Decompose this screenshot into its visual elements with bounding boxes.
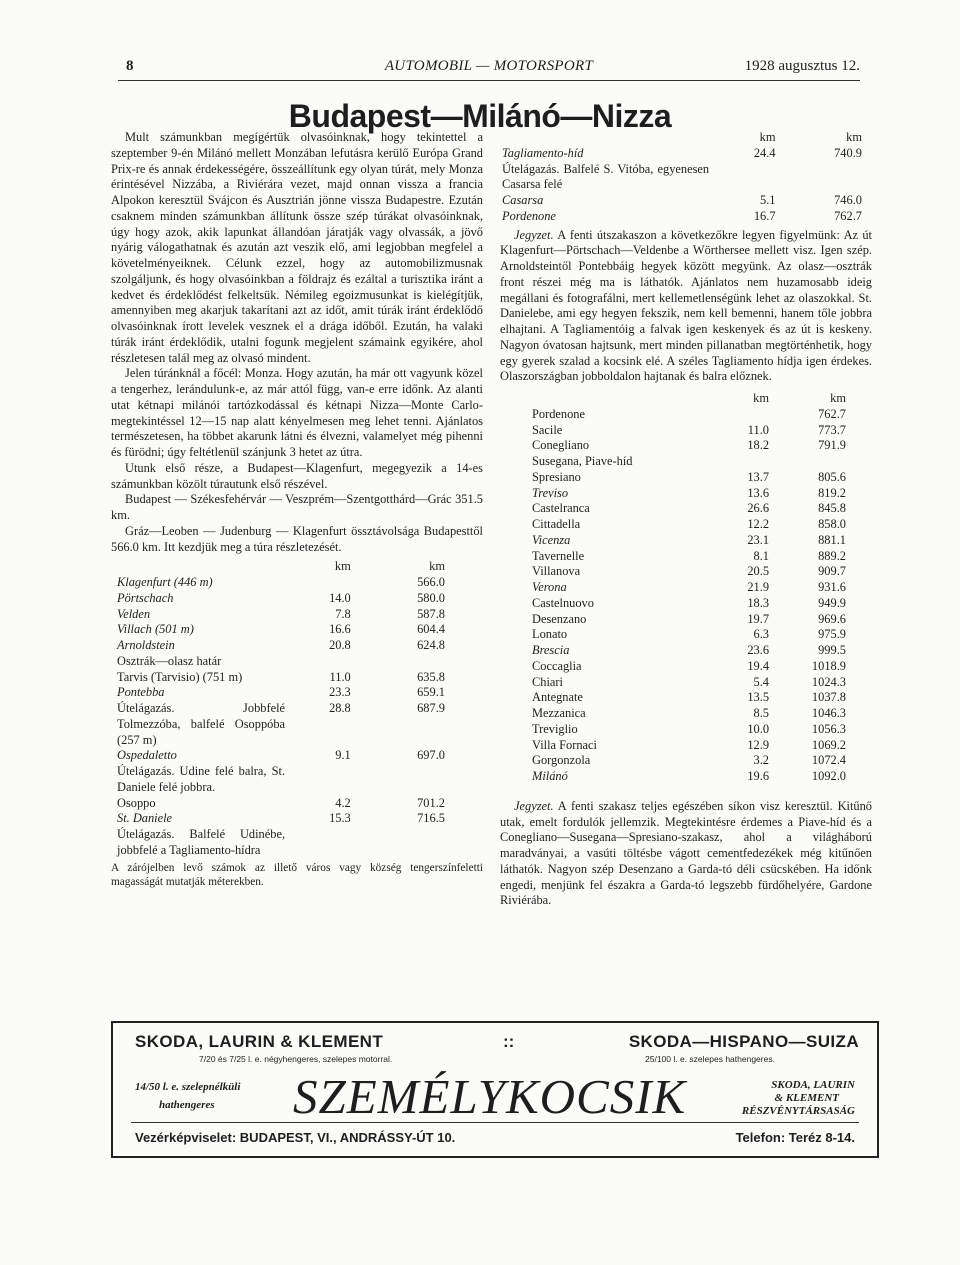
cell-km: 8.5 [753, 706, 770, 720]
cell-km: 8.1 [753, 548, 770, 563]
cell-place: Pontebba [117, 685, 165, 700]
cell-place: Treviglio [532, 721, 578, 736]
cell-total: 697.0 [417, 748, 445, 763]
cell-km: 5.1 [760, 193, 776, 207]
cell-place: Gorgonzola [532, 753, 591, 768]
cell-total: 566.0 [417, 575, 445, 589]
cell-place: Coccaglia [532, 658, 582, 673]
cell-place: Sacile [532, 422, 563, 437]
cell-km [285, 575, 357, 591]
table-row [530, 564, 852, 580]
cell-place: Antegnate [532, 690, 583, 705]
ad-company-2: & KLEMENT [774, 1092, 839, 1104]
table-row [530, 580, 852, 596]
cell-km: 11.0 [747, 422, 770, 437]
cell-place: Vicenza [532, 532, 571, 547]
table-row [530, 438, 852, 454]
cell-total: 773.7 [818, 422, 846, 437]
paragraph: Budapest — Székesfehérvár — Veszprém—Szentgotthárd—Grác 351.5 km. [111, 492, 483, 522]
table-header-row [500, 130, 868, 146]
table-row [530, 596, 852, 612]
footnote: A zárójelben levő számok az illető város vagy község tengerszínfeletti magasságát mutatják méterekben. [111, 861, 483, 888]
cell-total [357, 764, 451, 796]
cell-km [709, 162, 781, 194]
table-header-row [530, 391, 852, 407]
cell-km: 28.8 [329, 701, 351, 715]
cell-place: Útelágazás. Balfelé S. Vitóba, egyenesen Casarsa felé [502, 161, 710, 192]
ad-brand-2: SKODA—HISPANO—SUIZA [628, 1032, 859, 1051]
cell-total: 845.8 [818, 501, 846, 516]
cell-total: 716.5 [417, 811, 445, 826]
table-row [115, 827, 451, 859]
ad-headline: SZEMÉLYKOCSIK [293, 1069, 687, 1124]
route-table-3 [530, 391, 852, 785]
cell-place: Útelágazás. Balfelé Udinébe, jobbfelé a Tagliamento-hídra [117, 827, 286, 857]
table-row [530, 533, 852, 549]
table-row [115, 764, 451, 796]
cell-place: St. Daniele [117, 811, 173, 826]
km-header: km [334, 559, 351, 574]
cell-place: Treviso [532, 485, 569, 500]
cell-total [775, 454, 852, 470]
cell-place: Desenzano [532, 611, 587, 626]
cell-km: 14.0 [329, 590, 351, 605]
cell-km: 9.1 [335, 748, 351, 763]
route-table-1 [115, 559, 451, 858]
table-row [530, 517, 852, 533]
cell-km: 13.7 [747, 469, 770, 484]
table-row [530, 627, 852, 643]
cell-place: Brescia [532, 643, 570, 657]
cell-total: 1046.3 [811, 706, 846, 720]
article-title: Budapest—Milánó—Nizza [288, 98, 672, 134]
cell-total: 975.9 [818, 627, 846, 642]
ad-address: Vezérképviselet: BUDAPEST, VI., ANDRÁSSY-ÚT 10. [135, 1130, 456, 1145]
cell-place: Susegana, Piave-híd [532, 454, 633, 468]
table-row [530, 706, 852, 722]
km-header: km [759, 130, 776, 144]
table-row [500, 193, 868, 209]
cell-place: Spresiano [532, 469, 581, 484]
cell-place: Osoppo [117, 795, 156, 810]
cell-total: 819.2 [818, 485, 846, 500]
table-row [115, 638, 451, 654]
cell-place: Tavernelle [532, 548, 585, 563]
table-row [530, 470, 852, 486]
cell-place: Conegliano [532, 438, 590, 453]
page-number: 8 [126, 58, 134, 74]
cell-total: 931.6 [818, 580, 846, 594]
cell-place: Villa Fornaci [532, 737, 597, 752]
cell-place: Chiari [532, 674, 563, 689]
cell-km: 23.6 [747, 643, 770, 657]
cell-km: 10.0 [747, 721, 770, 736]
note-1 [500, 228, 872, 386]
cell-place: Pordenone [502, 208, 556, 223]
cell-km: 23.1 [747, 532, 770, 547]
ad-company-1: SKODA, LAURIN [771, 1079, 855, 1091]
cell-total [357, 827, 451, 859]
table-row [115, 748, 451, 764]
cell-place: Mezzanica [532, 706, 586, 720]
cell-place: Tarvis (Tarvisio) (751 m) [117, 669, 243, 684]
cell-km: 23.3 [329, 685, 351, 700]
total-header: km [429, 559, 445, 574]
table-row [530, 769, 852, 785]
route-table-2 [500, 130, 868, 225]
cell-km: 20.5 [747, 564, 770, 579]
cell-total: 762.7 [834, 208, 862, 223]
issue-date: 1928 augusztus 12. [744, 58, 860, 74]
cell-place: Tagliamento-híd [502, 145, 584, 160]
cell-total: 635.8 [417, 669, 445, 684]
cell-km: 5.4 [753, 674, 770, 689]
ad-phone: Telefon: Teréz 8-14. [735, 1130, 855, 1145]
cell-total: 1018.9 [811, 658, 846, 673]
ad-separator: :: [503, 1032, 515, 1051]
cell-km: 18.2 [747, 438, 770, 453]
right-column [500, 130, 872, 909]
cell-total: 580.0 [417, 590, 445, 605]
cell-total: 701.2 [417, 795, 445, 810]
table-row [500, 209, 868, 225]
route-table-3-body [530, 407, 852, 785]
cell-km: 21.9 [747, 580, 770, 594]
cell-km: 16.6 [329, 622, 351, 637]
table-row [530, 675, 852, 691]
km-header: km [753, 391, 770, 405]
note-text: A fenti útszakaszon a következőkre legyen figyelmünk: Az út Klagenfurt—Pörtschach—Veldenbe a Wörthersee mellett visz. Igen szép. Arnoldsteintől Pontebbáig hegyek között megyünk. Az olasz—osztrák front részei még ma is láthatók. Ajánlatos nem huzamosabb ideig megállani és fotografálni, mert kellemetlenségünk lehet az olaszokkal. St. Danielebe, ami egy hegyen fekszik, nem kell bemenni, hanem tőle jobbra elhajtani. A Tagliamentóig a falvak igen keskenyek és az út is keskeny. Nagyon óvatosan hajtsunk, mert minden pillanatban megtörténhetik, hogy egy gyerek szalad a kocsink elé. A széles Tagliamento hídja igen érdekes. Olaszországban jobboldalon hajtanak és balra előznek. [500, 227, 872, 384]
table-row [530, 549, 852, 565]
cell-km: 26.6 [747, 501, 770, 516]
ad-sub-2: 25/100 l. e. szelepes hathengeres. [645, 1054, 775, 1064]
paragraph: Jelen túránknál a főcél: Monza. Hogy azután, ha már ott vagyunk közel a tengerhez, lerándulunk-e, az már attól függ, van-e erre időnk. Az alanti utat kétnapi milánói tartózkodással és kétnapi Nizza—Monte Carlo-megtekintéssel 12—15 nap alatt kényelmesen meg lehet tenni. Ajánlatos természetesen, ha többet akarunk látni és élvezni, valamelyet még pihenni és fürödni; úgy feltétlenül szánjunk 3 hetet az útra. [111, 366, 483, 459]
cell-total: 805.6 [818, 469, 846, 484]
table-row [530, 753, 852, 769]
cell-total: 740.9 [834, 145, 862, 160]
table-header-row [115, 559, 451, 575]
total-header: km [846, 130, 862, 144]
ad-line-2: hathengeres [159, 1099, 215, 1111]
table-row [530, 722, 852, 738]
cell-place: Útelágazás. Jobbfelé Tolmezzóba, balfelé Osoppóba (257 m) [117, 701, 286, 747]
cell-km: 11.0 [329, 669, 351, 684]
cell-place: Lonato [532, 627, 568, 642]
cell-total: 1024.3 [811, 674, 846, 689]
cell-total: 969.6 [818, 611, 846, 626]
cell-place: Milánó [532, 769, 568, 783]
route-table-1-body [115, 575, 451, 859]
cell-total: 746.0 [834, 193, 862, 207]
cell-km: 19.4 [747, 658, 770, 673]
advertisement [111, 1021, 879, 1158]
cell-km: 18.3 [747, 595, 770, 610]
cell-total: 624.8 [417, 638, 445, 652]
cell-km: 3.2 [753, 753, 770, 768]
cell-total: 1056.3 [811, 721, 846, 736]
table-row [500, 146, 868, 162]
cell-km: 13.5 [747, 690, 770, 705]
cell-km: 6.3 [753, 627, 770, 642]
cell-total: 881.1 [818, 532, 846, 547]
note-2 [500, 799, 872, 909]
ad-brand-1: SKODA, LAURIN & KLEMENT [135, 1032, 384, 1051]
cell-km: 19.6 [747, 769, 770, 783]
cell-total: 1037.8 [811, 690, 846, 705]
cell-km [285, 654, 357, 670]
note-label: Jegyzet. [514, 798, 554, 813]
table-row [530, 738, 852, 754]
table-row [115, 670, 451, 686]
cell-km: 12.2 [747, 517, 770, 531]
cell-km: 7.8 [335, 606, 351, 621]
cell-place: Castelranca [532, 501, 590, 516]
ad-line-1: 14/50 l. e. szelepnélküli [135, 1081, 241, 1093]
paragraph: Mult számunkban megígértük olvasóinknak, hogy tekintettel a szeptember 9-én Milánó mellett Monzában lefutásra kerülő Európa Grand Prix-re és annak érdekességére, összeállítunk egy olyan túrát, mely Monza érintésével Nizzába, a Riviérára vezet, majd onnan vissza a francia Alpokon keresztül Svájcon és Ausztrián jönne vissza Budapestre. Ezután csaknem minden számunkban állítunk össze szép túrákat olvasóinknak, úgy hogy azok, akik lapunkat állandóan járatják vagy olvassák, a jövő nyárig válogathatnak és azután azt veszik elő, ami legjobban megfelel a követelményeiknek. Célunk ezzel, hogy az automobilizmusnak szolgáljunk, és hogy olvasóinkban a földrajz és ezáltal a turisztika iránt a kedvet és érdeklődést felkeltsük. Némileg egoizmusunkat is kielégítjük, amennyiben meg akarjuk takarítani azt az időt, amit túrák iránt érdeklődő olvasóinknak írott levelek vesznek el a drága időből. Ezután, ha valaki túrák iránt érdeklődik, utalni fogunk megjelent számaink egyikére, ahol részletesen talál meg az olvasó mindent. [111, 130, 483, 365]
cell-total: 687.9 [417, 701, 445, 715]
route-table-2-body [500, 146, 868, 225]
cell-place: Villanova [532, 564, 581, 579]
cell-km: 16.7 [753, 208, 776, 223]
table-row [530, 501, 852, 517]
cell-total: 949.9 [818, 595, 846, 610]
cell-place: Villach (501 m) [117, 622, 194, 637]
table-row [115, 685, 451, 701]
ad-sub-1: 7/20 és 7/25 l. e. négyhengeres, szelepes motorral. [199, 1054, 393, 1064]
cell-km [702, 407, 775, 423]
cell-total: 1072.4 [811, 753, 846, 768]
table-row [115, 591, 451, 607]
cell-total: 999.5 [818, 643, 846, 657]
cell-place: Útelágazás. Udine felé balra, St. Daniele felé jobbra. [117, 764, 286, 794]
cell-place: Velden [117, 606, 151, 621]
table-row [115, 811, 451, 827]
cell-place: Pörtschach [117, 590, 174, 605]
cell-total [782, 162, 868, 194]
cell-km: 19.7 [747, 611, 770, 626]
cell-total: 1069.2 [811, 737, 846, 752]
cell-place: Pordenone [532, 406, 585, 421]
cell-km: 13.6 [747, 485, 770, 500]
cell-place: Castelnuovo [532, 595, 594, 610]
cell-total: 762.7 [818, 406, 846, 421]
cell-place: Cittadella [532, 517, 581, 531]
cell-total: 858.0 [818, 517, 846, 531]
table-row [115, 701, 451, 748]
table-row [530, 454, 852, 470]
left-column [111, 130, 483, 889]
ad-divider [131, 1122, 859, 1123]
table-row [500, 162, 868, 194]
paragraph: Utunk első része, a Budapest—Klagenfurt, megegyezik a 14-es számunkban közölt túrautunk első részével. [111, 460, 483, 491]
paragraph: Gráz—Leoben — Judenburg — Klagenfurt össztávolsága Budapesttől 566.0 km. Itt kezdjük meg a túra részletezését. [111, 523, 483, 554]
table-row [115, 796, 451, 812]
table-row [115, 654, 451, 670]
cell-total: 909.7 [818, 564, 846, 579]
cell-total [357, 654, 451, 670]
cell-place: Klagenfurt (446 m) [117, 575, 213, 589]
magazine-title: AUTOMOBIL — MOTORSPORT [384, 58, 594, 74]
cell-km [285, 764, 357, 796]
table-row [530, 690, 852, 706]
cell-place: Casarsa [502, 193, 544, 207]
cell-total: 889.2 [818, 548, 846, 563]
cell-km [285, 827, 357, 859]
note-text: A fenti szakasz teljes egészében síkon visz keresztül. Kitűnő utak, emelt fordulók jellemzik. Megtekintésre érdemes a Piave-híd és a Conegliano—Susegana—Spresiano-szakasz, ahol a világháború maradványai, a vasúti töltésbe vágott cementfedezékek még kitűnően láthatók. Nagyon szép Desenzano a Garda-tó déli csücskében. Ha időnk engedi, menjünk fel északra a Garda-tó legszebb fürdőhelyére, Gardone Riviérába. [500, 798, 872, 908]
cell-km: 24.4 [753, 145, 776, 160]
cell-km: 15.3 [329, 811, 351, 826]
table-row [530, 612, 852, 628]
cell-km: 20.8 [329, 638, 351, 652]
cell-total: 587.8 [417, 606, 445, 621]
table-row [115, 622, 451, 638]
table-row [530, 659, 852, 675]
table-row [530, 407, 852, 423]
table-row [530, 643, 852, 659]
cell-total: 659.1 [417, 685, 445, 700]
table-row [115, 575, 451, 591]
total-header: km [830, 391, 846, 405]
note-label: Jegyzet. [514, 227, 554, 242]
cell-km: 4.2 [335, 795, 351, 810]
cell-total: 791.9 [818, 438, 846, 453]
cell-total: 1092.0 [811, 769, 846, 783]
cell-place: Verona [532, 580, 567, 594]
ad-company-3: RÉSZVÉNYTÁRSASÁG [741, 1105, 855, 1117]
table-row [530, 423, 852, 439]
cell-km: 12.9 [747, 737, 770, 752]
cell-km [702, 454, 775, 470]
table-row [530, 486, 852, 502]
table-row [115, 607, 451, 623]
cell-total: 604.4 [417, 622, 445, 637]
running-header [118, 58, 860, 81]
cell-place: Arnoldstein [117, 638, 175, 652]
cell-place: Osztrák—olasz határ [117, 653, 222, 668]
cell-place: Ospedaletto [117, 748, 177, 763]
